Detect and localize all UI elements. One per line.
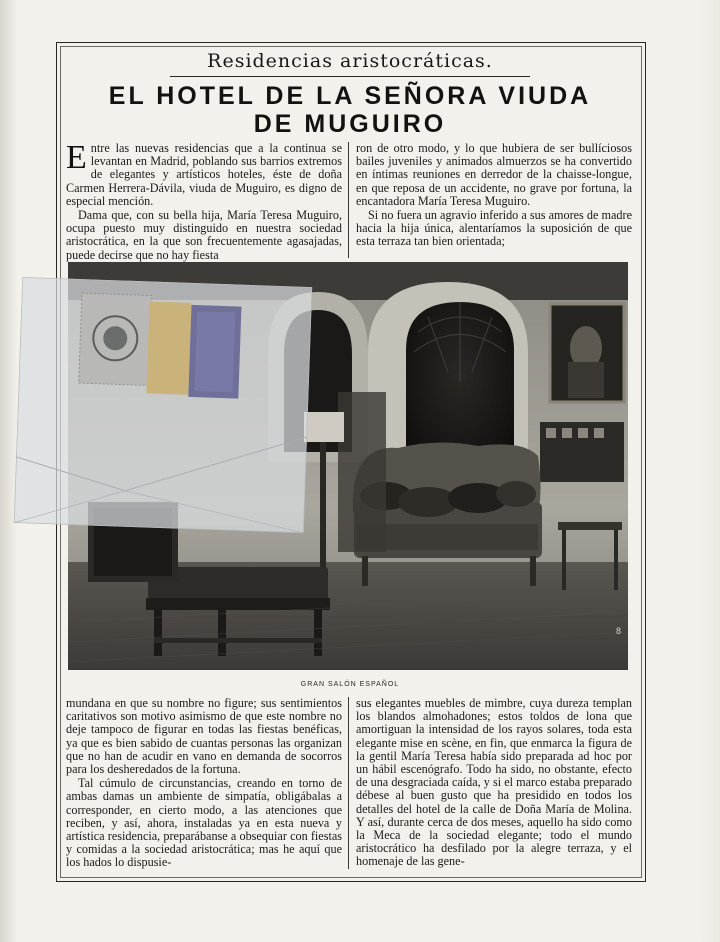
article-column-top-right: [356, 142, 632, 250]
paragraph: Si no fuera un agravio inferido a sus amores de madre hacia la hija única, alentaríamos la suposición de que esta terraza tan bien orientada;: [356, 208, 632, 249]
photo-caption: GRAN SALÓN ESPAÑOL: [300, 681, 400, 688]
column-rule-top: [348, 142, 349, 258]
article-column-top-left: [66, 139, 342, 263]
paragraph: Dama que, con su bella hija, María Teresa Muguiro, ocupa puesto muy distinguido en nuestra sociedad aristocrática, en la que son frecuentemente agasajadas, puede decirse que no hay fiesta: [66, 208, 342, 262]
paragraph: Tal cúmulo de circunstancias, creando en torno de ambas damas un ambiente de simpatía, obligábalas a corresponder, en cierto modo, a las atenciones que reciben, y así, ahora, instaladas ya en esta nueva y artística residencia, preparábanse a obsequiar con fiestas y comidas a la sociedad aristocrática; mas he aquí que los hados lo dispusie-: [66, 776, 342, 870]
paragraph: mundana en que su nombre no figure; sus sentimientos caritativos son motivo asimismo de que este nombre no deje tampoco de figurar en todas las fiestas benéficas, ya que es bien sabido de cuantas personas las organizan que no han de acudir en vano en demanda de socorros para los desheredados de la fortuna.: [66, 696, 342, 777]
article-column-bottom-left: [66, 697, 342, 871]
paragraph: [66, 139, 342, 208]
heading-rule: [170, 76, 530, 77]
article-title-line1: EL HOTEL DE LA SEÑORA VIUDA: [108, 82, 592, 110]
section-heading: Residencias aristocráticas.: [207, 50, 493, 72]
stamp-envelope-overlay: [14, 277, 312, 533]
drop-cap: E: [66, 139, 87, 176]
paragraph-text: ntre las nuevas residencias que a la continua se levantan en Madrid, poblando sus barrios extremos de elegantes y artísticos hoteles, éste de doña Carmen Herrera-Dávila, viuda de Muguiro, es digno de especial mención.: [66, 141, 342, 208]
paragraph: ron de otro modo, y lo que hubiera de ser bullíciosos bailes juveniles y animados almuerzos se ha convertido en íntimas reuniones en derredor de la chaisse-longue, en que reposa de un accidente, no grave por fortuna, la encantadora María Teresa Muguiro.: [356, 141, 632, 208]
article-title-line2: DE MUGUIRO: [253, 110, 447, 138]
stamps-in-glassine-envelope: [14, 277, 312, 533]
column-rule-bottom: [348, 697, 349, 869]
photo-corner-mark: 8: [616, 626, 622, 636]
article-column-bottom-right: [356, 697, 632, 870]
paragraph: sus elegantes muebles de mimbre, cuya dureza templan los blandos almohadones; estos toldos de lona que amortiguan la intensidad de los rayos solares, toda esta elegante mise en scène, en fin, que enmarca la figura de la gentil María Teresa había sido preparada ad hoc por un hábil escenógrafo. Todo ha sido, no obstante, efecto de una desgraciada caída, y si el marco estaba preparado débese al buen gusto que ha presidido en todos los detalles del hotel de la calle de Doña María de Molina. Y así, durante cerca de dos meses, aquello ha sido como la Meca de la sociedad elegante; todo el mundo aristocrático ha desfilado por la alegre terraza, y el homenaje de las gene-: [356, 696, 632, 869]
